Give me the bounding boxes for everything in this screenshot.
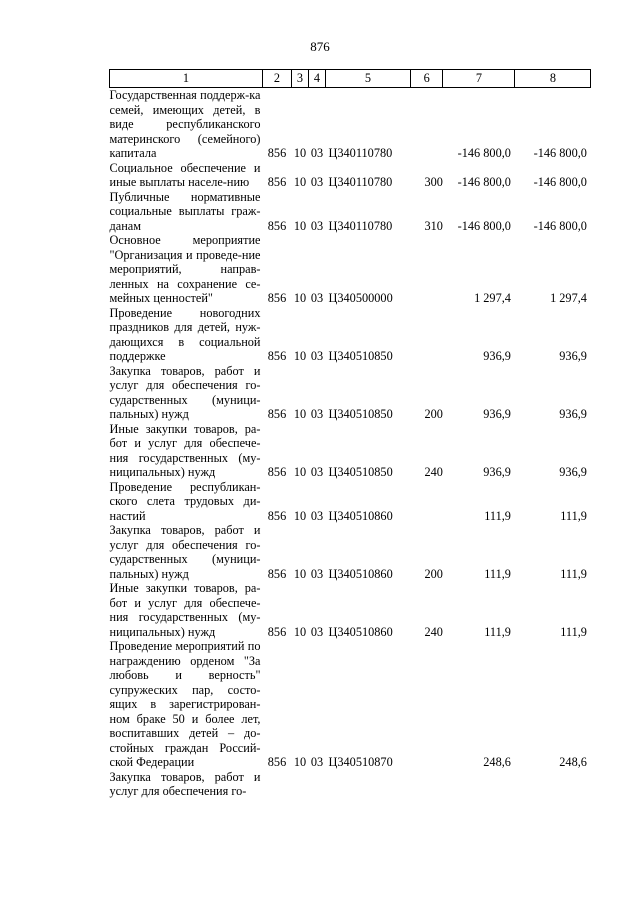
table-row [110, 88, 591, 161]
row-code-subsection: 03 [310, 175, 324, 189]
row-code-expense-type [411, 233, 443, 306]
header-col-4: 4 [309, 70, 326, 88]
table-body [110, 88, 591, 799]
row-code-section [292, 770, 309, 799]
row-code-ministry: 856 [267, 566, 287, 581]
row-code-ministry: 856 [267, 349, 287, 363]
row-code-expense-type: 240 [424, 624, 443, 639]
row-code-ministry: 856 [267, 624, 287, 639]
header-col-8: 8 [515, 70, 591, 88]
header-col-6: 6 [411, 70, 443, 88]
row-amount-year2: 111,9 [560, 508, 587, 523]
row-amount-year1: 936,9 [483, 465, 511, 479]
row-name: Социальное обеспечение и иные выплаты населе-нию [109, 160, 261, 189]
row-code-ministry [263, 770, 292, 799]
row-code-subsection: 03 [310, 218, 324, 233]
table-header [110, 70, 591, 88]
table-row [110, 422, 591, 480]
table-row [110, 639, 591, 770]
row-code-ministry: 856 [267, 218, 287, 233]
row-code-section: 10 [293, 218, 307, 233]
row-code-ministry: 856 [267, 175, 287, 189]
table-row [110, 190, 591, 234]
table-row [110, 233, 591, 306]
table-row [110, 523, 591, 581]
row-code-target: Ц340510860 [328, 624, 393, 639]
table-row [110, 161, 591, 190]
table-row [110, 306, 591, 364]
row-code-ministry: 856 [267, 291, 287, 305]
header-col-7: 7 [443, 70, 515, 88]
row-code-subsection: 03 [310, 349, 324, 363]
row-amount-year2: 111,9 [560, 624, 587, 639]
row-name: Основное мероприятие "Организация и проведе-ние мероприятий, направ-ленных на сохранение се-мейных ценностей" [109, 233, 261, 305]
table-row [110, 364, 591, 422]
budget-table [109, 69, 591, 799]
row-name: Иные закупки товаров, ра-бот и услуг для обеспече-ния государственных (му-ниципальных) нужд [109, 421, 261, 479]
header-col-1: 1 [110, 70, 263, 88]
row-code-section: 10 [293, 407, 307, 421]
row-amount-year2: 936,9 [559, 407, 587, 421]
row-name: Государственная поддерж-ка семей, имеющих детей, в виде республиканского материнского (семейного) капитала [109, 88, 261, 160]
table-row [110, 480, 591, 524]
row-code-section: 10 [293, 624, 307, 639]
row-code-expense-type [411, 639, 443, 770]
row-amount-year2: 111,9 [560, 566, 587, 581]
row-code-target: Ц340510860 [328, 566, 393, 581]
row-code-target: Ц340510850 [328, 465, 393, 479]
row-code-target: Ц340110780 [328, 218, 393, 233]
row-amount-year2: 1 297,4 [550, 291, 587, 305]
row-code-subsection: 03 [310, 508, 324, 523]
row-code-expense-type [411, 770, 443, 799]
row-code-subsection: 03 [310, 407, 324, 421]
row-code-ministry: 856 [267, 508, 287, 523]
row-code-expense-type [411, 306, 443, 364]
row-code-target: Ц340110780 [328, 146, 393, 160]
row-amount-year1: -146 800,0 [457, 146, 511, 160]
header-col-5: 5 [326, 70, 411, 88]
table-row [110, 770, 591, 799]
header-col-2: 2 [263, 70, 292, 88]
row-name: Проведение мероприятий по награждению орденом "За любовь и верность" супружеских пар, состо-ящих в зарегистрирован-ном браке 50 и более лет, воспитавших детей – до-стойных граждан Россий-ской Федерации [109, 639, 261, 769]
row-code-subsection: 03 [310, 465, 324, 479]
row-code-subsection: 03 [310, 146, 324, 160]
row-code-section: 10 [293, 291, 307, 305]
page-number: 876 [310, 39, 330, 54]
row-code-subsection: 03 [310, 291, 324, 305]
row-amount-year1: -146 800,0 [457, 218, 511, 233]
row-amount-year2: -146 800,0 [533, 218, 587, 233]
row-code-expense-type [411, 88, 443, 161]
row-code-expense-type: 310 [424, 218, 443, 233]
row-code-expense-type: 200 [424, 566, 443, 581]
row-code-section: 10 [293, 465, 307, 479]
row-amount-year2: 248,6 [559, 755, 587, 769]
row-code-ministry: 856 [267, 755, 287, 769]
row-code-subsection: 03 [310, 624, 324, 639]
header-row [110, 70, 591, 88]
row-name: Закупка товаров, работ и услуг для обеспечения го-сударственных (муници-пальных) нужд [109, 363, 261, 421]
row-code-target: Ц340510870 [328, 755, 393, 769]
row-code-expense-type: 240 [424, 465, 443, 479]
row-code-section: 10 [293, 349, 307, 363]
row-code-target: Ц340500000 [328, 291, 393, 305]
row-code-target: Ц340510860 [328, 508, 393, 523]
row-amount-year2: 936,9 [559, 465, 587, 479]
row-code-section: 10 [293, 175, 307, 189]
row-code-ministry: 856 [267, 465, 287, 479]
row-name: Проведение республикан-ского слета трудовых ди-настий [109, 479, 261, 523]
row-amount-year1: 111,9 [484, 508, 511, 523]
row-code-target: Ц340510850 [328, 349, 393, 363]
row-code-expense-type: 200 [424, 407, 443, 421]
row-code-section: 10 [293, 508, 307, 523]
row-amount-year2: -146 800,0 [533, 175, 587, 189]
row-code-ministry: 856 [267, 407, 287, 421]
table-row [110, 581, 591, 639]
row-code-target: Ц340110780 [328, 175, 393, 189]
row-code-subsection [309, 770, 326, 799]
row-code-expense-type: 300 [424, 175, 443, 189]
row-code-subsection: 03 [310, 755, 324, 769]
row-amount-year1: -146 800,0 [457, 175, 511, 189]
row-name: Закупка товаров, работ и услуг для обеспечения го-сударственных (муници-пальных) нужд [109, 523, 261, 581]
row-amount-year1: 936,9 [483, 407, 511, 421]
row-code-ministry: 856 [267, 146, 287, 160]
row-code-target [326, 770, 411, 799]
row-code-target: Ц340510850 [328, 407, 393, 421]
row-amount-year2: 936,9 [559, 349, 587, 363]
row-name: Публичные нормативные социальные выплаты граж-данам [109, 189, 261, 233]
row-amount-year1: 111,9 [484, 566, 511, 581]
row-amount-year1: 936,9 [483, 349, 511, 363]
row-code-section: 10 [293, 755, 307, 769]
row-amount-year1: 111,9 [484, 624, 511, 639]
row-name: Проведение новогодних праздников для детей, нуж-дающихся в социальной поддержке [109, 305, 261, 363]
row-amount-year1 [443, 770, 515, 799]
header-col-3: 3 [292, 70, 309, 88]
row-amount-year1: 248,6 [483, 755, 511, 769]
row-code-section: 10 [293, 146, 307, 160]
row-code-subsection: 03 [310, 566, 324, 581]
row-amount-year1: 1 297,4 [474, 291, 511, 305]
row-amount-year2 [515, 770, 591, 799]
row-name: Закупка товаров, работ и услуг для обеспечения го- [109, 769, 261, 798]
row-amount-year2: -146 800,0 [533, 146, 587, 160]
row-code-section: 10 [293, 566, 307, 581]
row-code-expense-type [411, 480, 443, 524]
row-name: Иные закупки товаров, ра-бот и услуг для обеспече-ния государственных (му-ниципальных) нужд [109, 581, 261, 639]
